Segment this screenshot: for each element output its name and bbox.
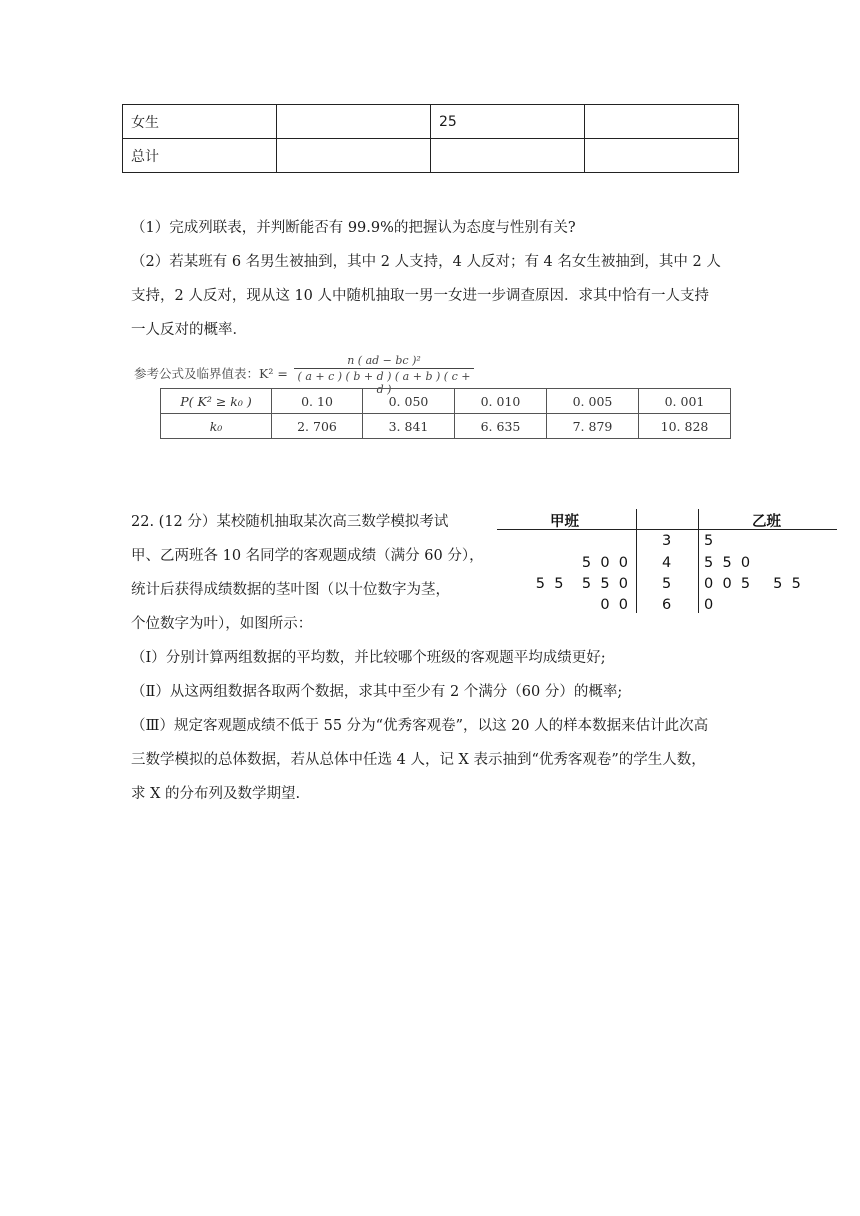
- right-leaves: 5: [704, 533, 714, 549]
- table-cell: 0. 10: [272, 389, 363, 414]
- q21-part2-line3: 一人反对的概率．: [131, 322, 247, 338]
- q22-part3-line2: 三数学模拟的总体数据，若从总体中任选 4 人，记 X 表示抽到“优秀客观卷”的学生人数，: [131, 752, 706, 768]
- left-divider: [636, 509, 637, 613]
- q22-part2: （Ⅱ）从这两组数据各取两个数据，求其中至少有 2 个满分（60 分）的概率;: [131, 684, 623, 700]
- table-cell: 3. 841: [363, 414, 455, 439]
- table-cell: 25: [431, 105, 585, 139]
- stem: 5: [662, 576, 672, 592]
- table-row: [161, 414, 731, 439]
- right-divider: [698, 509, 699, 613]
- table-row: [123, 139, 739, 173]
- stem: 6: [662, 597, 672, 613]
- formula-numerator: n ( ad − bc )²: [294, 354, 474, 369]
- table-cell: [277, 139, 431, 173]
- row-label-female: 女生: [123, 105, 277, 139]
- contingency-table: [122, 104, 739, 173]
- table-cell: 10. 828: [639, 414, 731, 439]
- right-leaves: 0: [704, 597, 714, 613]
- table-cell: 0. 010: [455, 389, 547, 414]
- table-cell: 2. 706: [272, 414, 363, 439]
- q22-line4: 个位数字为叶），如图所示：: [131, 616, 313, 632]
- q21-part2-line1: （2）若某班有 6 名男生被抽到，其中 2 人支持，4 人反对；有 4 名女生被抽到，其中 2 人: [131, 254, 721, 270]
- table-cell: [585, 105, 739, 139]
- stem: 4: [662, 555, 672, 571]
- formula-denominator: ( a + c ) ( b + d ) ( a + b ) ( c + d ): [297, 370, 471, 396]
- table-cell: 0. 005: [547, 389, 639, 414]
- q21-part2-line2: 支持，2 人反对，现从这 10 人中随机抽取一男一女进一步调查原因．求其中恰有一人支持: [131, 288, 709, 304]
- table-row: [123, 105, 739, 139]
- table-header-cell: P( K² ≥ k₀ ): [161, 389, 272, 414]
- header-rule: [497, 529, 837, 530]
- formula-prefix: 参考公式及临界值表：K² =: [134, 366, 288, 381]
- table-cell: [585, 139, 739, 173]
- q22-part3-line1: （Ⅲ）规定客观题成绩不低于 55 分为“优秀客观卷”，以这 20 人的样本数据来估计此次高: [131, 718, 709, 734]
- q22-line1: 22. (12 分）某校随机抽取某次高三数学模拟考试: [131, 514, 449, 530]
- table-cell: [431, 139, 585, 173]
- right-leaves: 5 5 0: [704, 555, 751, 571]
- left-leaves: 0 0: [600, 597, 628, 613]
- table-row: [161, 389, 731, 414]
- right-class-title: 乙班: [752, 514, 781, 530]
- table-cell: 6. 635: [455, 414, 547, 439]
- q21-part1: （1）完成列联表，并判断能否有 99.9%的把握认为态度与性别有关?: [131, 220, 576, 236]
- table-cell: 0. 050: [363, 389, 455, 414]
- q22-part1: （Ⅰ）分别计算两组数据的平均数，并比较哪个班级的客观题平均成绩更好;: [131, 650, 606, 666]
- critical-value-table: [160, 388, 731, 439]
- right-leaves: 0 0 5 5 5: [704, 576, 801, 592]
- q22-line3: 统计后获得成绩数据的茎叶图（以十位数字为茎，: [131, 582, 450, 598]
- left-leaves: 5 5 5 5 0: [535, 576, 628, 592]
- stem: 3: [662, 533, 672, 549]
- table-cell: [277, 105, 431, 139]
- left-leaves: 5 0 0: [581, 555, 628, 571]
- left-class-title: 甲班: [550, 514, 579, 530]
- table-cell: 0. 001: [639, 389, 731, 414]
- table-header-cell: k₀: [161, 414, 272, 439]
- q22-part3-line3: 求 X 的分布列及数学期望.: [131, 786, 301, 802]
- q22-line2: 甲、乙两班各 10 名同学的客观题成绩（满分 60 分），: [131, 548, 484, 564]
- table-cell: 7. 879: [547, 414, 639, 439]
- row-label-total: 总计: [123, 139, 277, 173]
